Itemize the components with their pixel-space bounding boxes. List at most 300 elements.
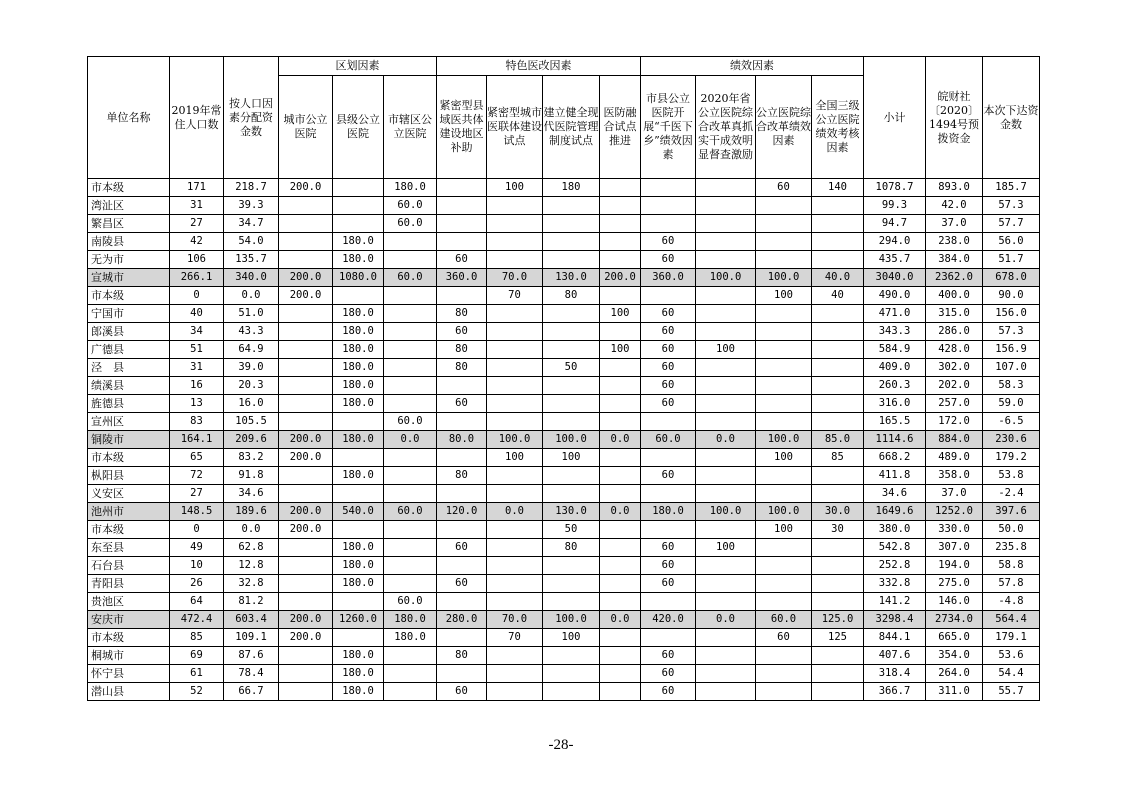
table-row [88,197,1040,215]
value-cell [600,359,641,377]
value-cell: 360.0 [437,269,487,287]
value-cell [487,305,543,323]
value-cell [812,395,864,413]
value-cell: 80 [437,359,487,377]
value-cell [600,665,641,683]
table-row [88,377,1040,395]
value-cell [543,233,600,251]
value-cell: 34.6 [864,485,926,503]
value-cell [812,233,864,251]
value-cell [756,395,812,413]
value-cell [543,575,600,593]
value-cell [333,413,384,431]
header-county-hospital: 县级公立医院 [333,76,384,179]
value-cell: 668.2 [864,449,926,467]
value-cell: 542.8 [864,539,926,557]
value-cell [384,539,437,557]
table-row [88,251,1040,269]
value-cell [756,377,812,395]
value-cell: 257.0 [926,395,983,413]
value-cell: 60 [641,539,696,557]
value-cell [812,323,864,341]
value-cell [812,665,864,683]
value-cell [487,233,543,251]
value-cell [696,323,756,341]
value-cell: 65 [170,449,224,467]
value-cell: 83 [170,413,224,431]
value-cell [437,449,487,467]
value-cell: 16 [170,377,224,395]
table-row [88,593,1040,611]
value-cell: 60 [641,359,696,377]
value-cell [641,485,696,503]
value-cell [696,557,756,575]
value-cell: 194.0 [926,557,983,575]
value-cell [543,197,600,215]
value-cell: 57.3 [983,197,1040,215]
table-row [88,215,1040,233]
value-cell [384,323,437,341]
value-cell: 39.0 [224,359,279,377]
value-cell: 60 [641,377,696,395]
value-cell: 540.0 [333,503,384,521]
value-cell [756,341,812,359]
value-cell [543,305,600,323]
value-cell: 0.0 [224,287,279,305]
value-cell: 60 [437,683,487,701]
value-cell: 60 [756,179,812,197]
value-cell: 489.0 [926,449,983,467]
value-cell [696,395,756,413]
table-row [88,305,1040,323]
value-cell: 60 [641,395,696,413]
unit-name-cell: 潜山县 [88,683,170,701]
unit-name-cell: 池州市 [88,503,170,521]
value-cell [543,647,600,665]
value-cell: 27 [170,485,224,503]
value-cell [600,449,641,467]
value-cell: 59.0 [983,395,1040,413]
value-cell: 316.0 [864,395,926,413]
value-cell [543,683,600,701]
page-number: -28- [548,737,574,753]
value-cell: 2362.0 [926,269,983,287]
value-cell [279,377,333,395]
table-row [88,359,1040,377]
value-cell [487,665,543,683]
value-cell: 409.0 [864,359,926,377]
unit-name-cell: 广德县 [88,341,170,359]
value-cell: 60 [641,233,696,251]
value-cell: 60 [641,647,696,665]
value-cell [600,395,641,413]
value-cell: 66.7 [224,683,279,701]
value-cell: 665.0 [926,629,983,647]
value-cell [812,485,864,503]
value-cell: 100 [756,521,812,539]
value-cell: 1649.6 [864,503,926,521]
value-cell: 60.0 [384,269,437,287]
value-cell: 294.0 [864,233,926,251]
value-cell: 32.8 [224,575,279,593]
value-cell: 51.0 [224,305,279,323]
value-cell: 343.3 [864,323,926,341]
value-cell [756,665,812,683]
unit-name-cell: 宣州区 [88,413,170,431]
header-city-medical-group: 紧密型城市医联体建设试点 [487,76,543,179]
value-cell [756,215,812,233]
value-cell [487,377,543,395]
value-cell: 70.0 [487,611,543,629]
value-cell: 34.7 [224,215,279,233]
value-cell [384,377,437,395]
value-cell [487,467,543,485]
value-cell: 60 [641,305,696,323]
value-cell: 60 [437,395,487,413]
value-cell [487,575,543,593]
value-cell [812,377,864,395]
value-cell: 100 [487,179,543,197]
header-national-tertiary: 全国三级公立医院绩效考核因素 [812,76,864,179]
value-cell [543,467,600,485]
value-cell: 202.0 [926,377,983,395]
value-cell [696,305,756,323]
unit-name-cell: 枞阳县 [88,467,170,485]
value-cell: 100.0 [543,611,600,629]
unit-name-cell: 市本级 [88,449,170,467]
table-row [88,557,1040,575]
value-cell [600,647,641,665]
header-unit-name: 单位名称 [88,57,170,179]
value-cell: 164.1 [170,431,224,449]
value-cell [600,233,641,251]
value-cell: 60 [437,575,487,593]
table-row [88,647,1040,665]
value-cell: 180 [543,179,600,197]
header-group-performance: 绩效因素 [641,57,864,76]
value-cell [600,557,641,575]
value-cell: 218.7 [224,179,279,197]
value-cell [756,323,812,341]
table-row [88,395,1040,413]
value-cell: 60 [641,341,696,359]
value-cell: 40 [812,287,864,305]
value-cell [279,359,333,377]
table-body [88,179,1040,701]
value-cell [600,179,641,197]
value-cell: 60 [641,557,696,575]
value-cell: 130.0 [543,503,600,521]
value-cell: 411.8 [864,467,926,485]
value-cell [600,575,641,593]
value-cell [437,665,487,683]
value-cell: 260.3 [864,377,926,395]
value-cell [543,215,600,233]
value-cell: 37.0 [926,485,983,503]
value-cell [384,287,437,305]
value-cell [812,215,864,233]
value-cell: 180.0 [333,467,384,485]
value-cell: 471.0 [864,305,926,323]
value-cell [641,215,696,233]
value-cell [600,413,641,431]
value-cell [487,323,543,341]
table-row [88,683,1040,701]
value-cell: 180.0 [333,557,384,575]
value-cell: 280.0 [437,611,487,629]
value-cell [487,485,543,503]
value-cell [756,539,812,557]
value-cell: 180.0 [384,611,437,629]
value-cell [333,593,384,611]
value-cell [696,647,756,665]
value-cell: 100.0 [756,431,812,449]
value-cell: 100.0 [756,269,812,287]
value-cell [812,197,864,215]
table-row [88,413,1040,431]
value-cell: 85 [812,449,864,467]
value-cell: 358.0 [926,467,983,485]
value-cell [756,647,812,665]
value-cell: 100.0 [756,503,812,521]
value-cell: 34.6 [224,485,279,503]
value-cell [696,665,756,683]
value-cell: 179.1 [983,629,1040,647]
value-cell: 0 [170,287,224,305]
value-cell: 678.0 [983,269,1040,287]
value-cell: 332.8 [864,575,926,593]
value-cell: 87.6 [224,647,279,665]
value-cell: 109.1 [224,629,279,647]
value-cell [543,341,600,359]
value-cell: 40.0 [812,269,864,287]
value-cell: 180.0 [333,575,384,593]
value-cell: 31 [170,359,224,377]
value-cell: 80 [437,341,487,359]
value-cell: 100 [756,287,812,305]
value-cell [279,233,333,251]
value-cell [543,665,600,683]
value-cell [641,287,696,305]
value-cell [487,413,543,431]
table-row [88,323,1040,341]
value-cell: 156.0 [983,305,1040,323]
value-cell [756,359,812,377]
value-cell: 106 [170,251,224,269]
value-cell [641,629,696,647]
header-group-district: 区划因素 [279,57,437,76]
table-row-city-total [88,269,1040,287]
unit-name-cell: 义安区 [88,485,170,503]
value-cell [279,647,333,665]
value-cell: 2734.0 [926,611,983,629]
unit-name-cell: 贵池区 [88,593,170,611]
value-cell: 407.6 [864,647,926,665]
value-cell [384,395,437,413]
value-cell: 0.0 [224,521,279,539]
value-cell [487,647,543,665]
value-cell: 100.0 [543,431,600,449]
value-cell [487,521,543,539]
value-cell [696,593,756,611]
header-population: 2019年常住人口数 [170,57,224,179]
value-cell: 94.7 [864,215,926,233]
value-cell: -2.4 [983,485,1040,503]
value-cell: 1078.7 [864,179,926,197]
value-cell: 200.0 [279,449,333,467]
value-cell [696,521,756,539]
value-cell: 60 [641,251,696,269]
value-cell: 179.2 [983,449,1040,467]
value-cell [600,629,641,647]
value-cell: 58.3 [983,377,1040,395]
value-cell: 30 [812,521,864,539]
value-cell: 100.0 [487,431,543,449]
value-cell [756,557,812,575]
value-cell [487,251,543,269]
value-cell: 39.3 [224,197,279,215]
unit-name-cell: 安庆市 [88,611,170,629]
unit-name-cell: 市本级 [88,521,170,539]
value-cell: 318.4 [864,665,926,683]
value-cell: 302.0 [926,359,983,377]
value-cell: 62.8 [224,539,279,557]
value-cell: 60 [756,629,812,647]
table-row [88,449,1040,467]
value-cell: 0.0 [600,611,641,629]
header-city-hospital: 城市公立医院 [279,76,333,179]
value-cell: 64 [170,593,224,611]
value-cell [756,413,812,431]
value-cell [384,251,437,269]
table-row-city-total [88,431,1040,449]
value-cell: 125.0 [812,611,864,629]
value-cell [641,413,696,431]
value-cell: 397.6 [983,503,1040,521]
value-cell: 60.0 [384,503,437,521]
value-cell: 49 [170,539,224,557]
value-cell: 180.0 [641,503,696,521]
value-cell [333,521,384,539]
value-cell: 100 [543,629,600,647]
value-cell [600,323,641,341]
value-cell: 60.0 [384,593,437,611]
value-cell [279,467,333,485]
value-cell: 43.3 [224,323,279,341]
value-cell [543,251,600,269]
value-cell: 400.0 [926,287,983,305]
value-cell: 60 [437,251,487,269]
value-cell: 307.0 [926,539,983,557]
unit-name-cell: 宁国市 [88,305,170,323]
value-cell [279,197,333,215]
value-cell: 148.5 [170,503,224,521]
value-cell [384,557,437,575]
table-row [88,629,1040,647]
value-cell [756,683,812,701]
value-cell: 80 [543,287,600,305]
value-cell [600,467,641,485]
value-cell: 61 [170,665,224,683]
header-allocated: 本次下达资金数 [983,57,1040,179]
value-cell: 99.3 [864,197,926,215]
unit-name-cell: 市本级 [88,287,170,305]
unit-name-cell: 旌德县 [88,395,170,413]
value-cell: 200.0 [279,521,333,539]
value-cell [812,539,864,557]
table-row [88,179,1040,197]
value-cell: 10 [170,557,224,575]
table-row [88,539,1040,557]
value-cell [384,305,437,323]
unit-name-cell: 桐城市 [88,647,170,665]
value-cell: 884.0 [926,431,983,449]
value-cell [437,233,487,251]
value-cell: 180.0 [333,647,384,665]
value-cell: 0.0 [384,431,437,449]
value-cell: 3040.0 [864,269,926,287]
value-cell: 428.0 [926,341,983,359]
value-cell [812,575,864,593]
value-cell: 54.0 [224,233,279,251]
value-cell [384,359,437,377]
value-cell: 286.0 [926,323,983,341]
value-cell: 472.4 [170,611,224,629]
value-cell [696,287,756,305]
unit-name-cell: 南陵县 [88,233,170,251]
value-cell [696,413,756,431]
value-cell [641,197,696,215]
value-cell [384,341,437,359]
value-cell [384,683,437,701]
value-cell [600,521,641,539]
value-cell [756,233,812,251]
unit-name-cell: 郎溪县 [88,323,170,341]
value-cell: 85.0 [812,431,864,449]
value-cell: 56.0 [983,233,1040,251]
allocation-table [87,56,1040,701]
value-cell [384,665,437,683]
value-cell: 180.0 [333,323,384,341]
value-cell: 60.0 [384,215,437,233]
table-row [88,665,1040,683]
value-cell: 100 [543,449,600,467]
header-district-hospital: 市辖区公立医院 [384,76,437,179]
value-cell: 100 [487,449,543,467]
value-cell [696,683,756,701]
value-cell [487,683,543,701]
value-cell [696,215,756,233]
value-cell [487,539,543,557]
value-cell: 435.7 [864,251,926,269]
value-cell: 180.0 [333,251,384,269]
value-cell: 200.0 [279,287,333,305]
value-cell: 200.0 [279,503,333,521]
value-cell: 200.0 [600,269,641,287]
value-cell: 60 [437,539,487,557]
value-cell: -4.8 [983,593,1040,611]
unit-name-cell: 青阳县 [88,575,170,593]
value-cell [437,287,487,305]
value-cell [812,593,864,611]
header-doctor-to-country: 市县公立医院开展“千医下乡”绩效因素 [641,76,696,179]
value-cell [696,485,756,503]
value-cell [696,467,756,485]
value-cell: 125 [812,629,864,647]
value-cell: 51.7 [983,251,1040,269]
value-cell [333,197,384,215]
value-cell: 0.0 [600,503,641,521]
